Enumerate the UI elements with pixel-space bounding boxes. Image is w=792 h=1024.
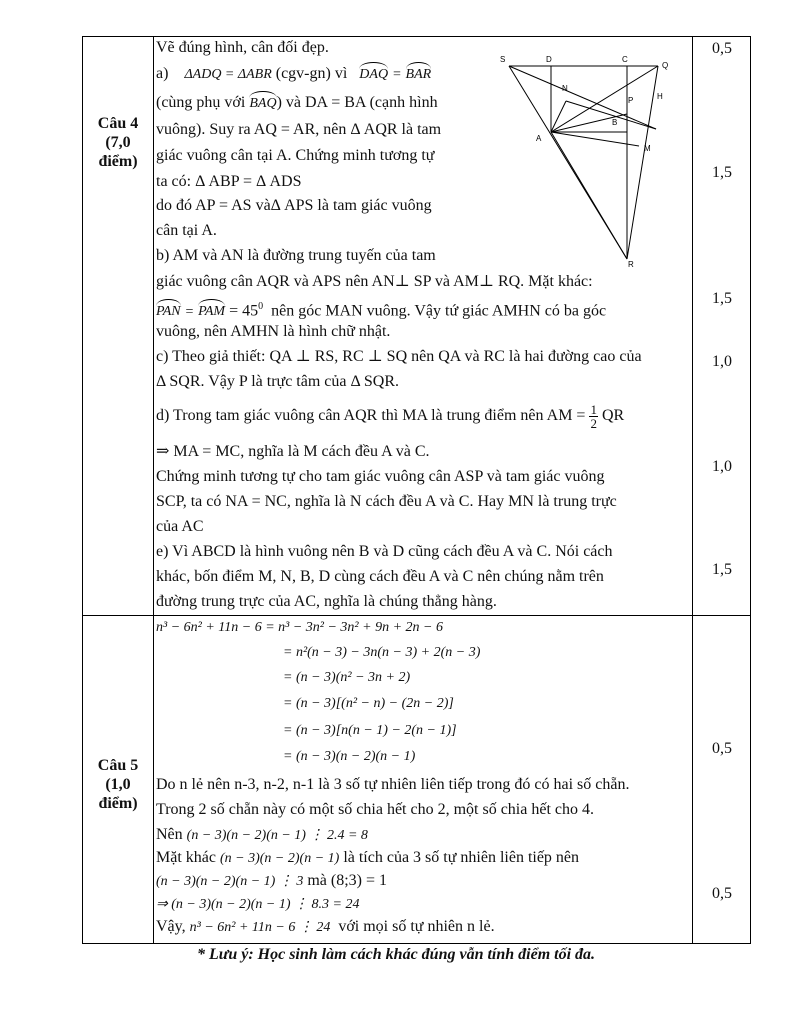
q4-a-line2: (cùng phụ với BAQ) và DA = BA (cạnh hình — [156, 93, 438, 114]
q4-d-line3: Chứng minh tương tự cho tam giác vuông cân ASP và tam giác vuông — [156, 468, 605, 485]
q5-text-1: Do n lẻ nên n-3, n-2, n-1 là 3 số tự nhiên liên tiếp trong đó có hai số chẵn. — [156, 776, 630, 793]
figure-label: R — [628, 260, 634, 267]
q4-e-line3: đường trung trực của AC, nghĩa là chúng thẳng hàng. — [156, 593, 497, 610]
q5-text-5: (n − 3)(n − 2)(n − 1) ⋮ 3 mà (8;3) = 1 — [156, 872, 387, 889]
q4-b-line1: b) AM và AN là đường trung tuyến của tam — [156, 247, 436, 264]
score-q4-drawing: 0,5 — [712, 40, 732, 57]
q4-a-line1: a) ΔADQ = ΔABR (cgv-gn) vì DAQ = BAR — [156, 64, 431, 85]
score-q4-d: 1,0 — [712, 458, 732, 475]
q5-eq4: = (n − 3)[(n² − n) − (2n − 2)] — [283, 696, 454, 711]
fraction-one-half: $\frac{1}{2}$ — [590, 402, 597, 431]
score-q5-1: 0,5 — [712, 740, 732, 757]
q4-b-line2: giác vuông cân AQR và APS nên AN⊥ SP và AM⊥ RQ. Mặt khác: — [156, 273, 593, 290]
q4-d-line2: ⇒ MA = MC, nghĩa là M cách đều A và C. — [156, 443, 430, 460]
score-q4-a: 1,5 — [712, 164, 732, 181]
q4-intro: Vẽ đúng hình, cân đối đẹp. — [156, 39, 329, 56]
q5-eq5: = (n − 3)[n(n − 1) − 2(n − 1)] — [283, 723, 457, 738]
q5-text-6: ⇒ (n − 3)(n − 2)(n − 1) ⋮ 8.3 = 24 — [156, 897, 360, 912]
figure-label: N — [562, 84, 568, 93]
figure-label: S — [500, 55, 506, 64]
figure-label: H — [657, 92, 663, 101]
q4-e-line2: khác, bốn điểm M, N, B, D cùng cách đều A và C nên chúng nằm trên — [156, 568, 604, 585]
q5-eq1: n³ − 6n² + 11n − 6 = n³ − 3n² − 3n² + 9n + 2n − 6 — [156, 620, 443, 635]
column-divider — [153, 37, 154, 943]
q4-a-line7: cân tại A. — [156, 222, 217, 239]
q4-d-line4: SCP, ta có NA = NC, nghĩa là N cách đều A và C. Hay MN là trung trực — [156, 493, 617, 510]
question-4-label: Câu 4 (7,0 điểm) — [97, 115, 139, 170]
q5-text-3: Nên (n − 3)(n − 2)(n − 1) ⋮ 2.4 = 8 — [156, 826, 368, 843]
q4-e-line1: e) Vì ABCD là hình vuông nên B và D cũng cách đều A và C. Nói cách — [156, 543, 613, 560]
figure-label: A — [536, 134, 542, 143]
q5-eq2: = n²(n − 3) − 3n(n − 3) + 2(n − 3) — [283, 645, 481, 660]
q4-b-line4: vuông, nên AMHN là hình chữ nhật. — [156, 323, 391, 340]
geometry-figure — [496, 51, 696, 267]
q5-eq6: = (n − 3)(n − 2)(n − 1) — [283, 749, 416, 764]
q4-a-line4: giác vuông cân tại A. Chứng minh tương tự — [156, 147, 435, 164]
figure-label: C — [622, 55, 628, 64]
score-q4-c: 1,0 — [712, 353, 732, 370]
q4-c-line2: Δ SQR. Vậy P là trực tâm của Δ SQR. — [156, 373, 400, 390]
score-q5-2: 0,5 — [712, 885, 732, 902]
figure-label: M — [644, 144, 651, 153]
figure-label: P — [628, 96, 634, 105]
q4-d-line5: của AC — [156, 518, 204, 535]
figure-label: D — [546, 55, 552, 64]
figure-label: Q — [662, 61, 669, 70]
q5-text-7: Vậy, n³ − 6n² + 11n − 6 ⋮ 24 với mọi số tự nhiên n lẻ. — [156, 918, 495, 935]
q5-text-4: Mặt khác (n − 3)(n − 2)(n − 1) là tích của 3 số tự nhiên liên tiếp nên — [156, 849, 580, 866]
q4-a-line3: vuông). Suy ra AQ = AR, nên Δ AQR là tam — [156, 121, 442, 138]
question-5-label: Câu 5 (1,0 điểm) — [97, 757, 139, 812]
q4-d-line1: d) Trong tam giác vuông cân AQR thì MA là trung điểm nên AM = $\frac{1}{2}$ QR — [156, 402, 625, 431]
figure-label: B — [612, 118, 618, 127]
footnote: * Lưu ý: Học sinh làm cách khác đúng vẫn tính điểm tối đa. — [196, 946, 596, 963]
row-divider — [83, 615, 750, 616]
q5-text-2: Trong 2 số chẵn này có một số chia hết cho 2, một số chia hết cho 4. — [156, 801, 594, 818]
score-q4-e: 1,5 — [712, 561, 732, 578]
q5-eq3: = (n − 3)(n² − 3n + 2) — [283, 670, 411, 685]
q4-a-line5: ta có: Δ ABP = Δ ADS — [156, 173, 302, 190]
q4-b-line3: PAN = PAM = $45^0$ nên góc MAN vuông. Vậy tứ giác AMHN có ba góc — [156, 297, 606, 322]
q4-c-line1: c) Theo giả thiết: QA ⊥ RS, RC ⊥ SQ nên QA và RC là hai đường cao của — [156, 348, 642, 365]
q4-a-line6: do đó AP = AS vàΔ APS là tam giác vuông — [156, 197, 432, 214]
score-q4-b: 1,5 — [712, 290, 732, 307]
